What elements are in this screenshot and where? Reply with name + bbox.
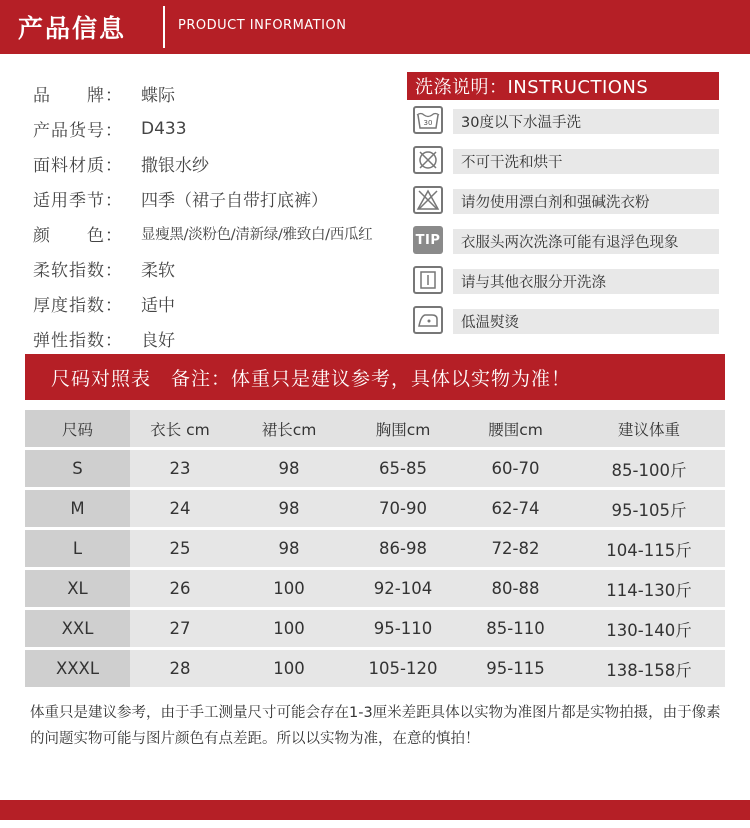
info-value: 适中 [141, 296, 175, 316]
no-bleach-icon [413, 186, 443, 214]
table-cell: 27 [169, 619, 191, 638]
info-row-brand [33, 76, 403, 111]
info-value: 良好 [141, 331, 175, 351]
info-row-item-number [33, 111, 403, 146]
table-header-cell: 裙长cm [261, 420, 317, 439]
info-row-softness [33, 251, 403, 286]
table-header-cell: 腰围cm [488, 420, 543, 439]
table-cell-size: L [25, 530, 130, 567]
table-row [25, 530, 725, 567]
table-cell: 92-104 [373, 579, 433, 598]
table-cell: 24 [169, 499, 191, 518]
table-cell: 130-140斤 [606, 620, 692, 640]
info-label: 厚度指数： [33, 296, 123, 316]
no-dry-clean-icon [413, 146, 443, 174]
table-cell: 85-100斤 [611, 460, 687, 480]
info-value: 撒银水纱 [141, 156, 209, 176]
table-cell: 100 [273, 659, 305, 678]
table-row [25, 650, 725, 687]
info-value: 蝶际 [141, 86, 175, 106]
wash-text: 不可干洗和烘干 [453, 149, 719, 174]
header-title-box [0, 0, 165, 54]
table-cell: 104-115斤 [606, 540, 692, 560]
header-bar [0, 0, 750, 54]
table-cell: 70-90 [379, 499, 427, 518]
table-cell-size: XL [25, 570, 130, 607]
table-cell: 72-82 [491, 539, 540, 558]
wash-item [407, 220, 719, 260]
table-header-cell: 衣长 cm [150, 420, 210, 439]
table-cell: 95-110 [373, 619, 433, 638]
wash-separately-icon [413, 266, 443, 294]
info-row-season [33, 181, 403, 216]
tip-label: TIP [415, 232, 441, 248]
info-label: 面料材质： [33, 156, 123, 176]
table-cell: 100 [273, 619, 305, 638]
table-cell: 85-110 [486, 619, 545, 638]
hand-wash-30-icon [413, 106, 443, 134]
info-value: 柔软 [141, 261, 175, 281]
product-info-list [33, 76, 403, 356]
info-value: 四季（裙子自带打底裤） [141, 191, 328, 211]
table-cell: 138-158斤 [606, 660, 692, 680]
page-subtitle: PRODUCT INFORMATION [178, 18, 347, 33]
info-value: 显瘦黑/淡粉色/清新绿/雅致白/西瓜红 [141, 227, 373, 243]
table-cell-size: XXXL [25, 650, 130, 687]
page-title: 产品信息 [18, 14, 127, 43]
table-cell-size: XXL [25, 610, 130, 647]
table-row [25, 570, 725, 607]
wash-header: 洗涤说明：INSTRUCTIONS [407, 72, 719, 100]
size-chart-title: 尺码对照表 备注：体重只是建议参考，具体以实物为准！ [25, 354, 725, 400]
table-row [25, 610, 725, 647]
table-cell: 80-88 [491, 579, 540, 598]
table-cell: 95-105斤 [611, 500, 687, 520]
info-row-elasticity [33, 321, 403, 356]
table-cell: 98 [278, 539, 300, 558]
table-cell: 62-74 [491, 499, 540, 518]
header-divider [163, 6, 165, 48]
table-cell: 114-130斤 [606, 580, 692, 600]
info-label: 颜 色： [33, 226, 123, 246]
wash-text: 30度以下水温手洗 [453, 109, 719, 134]
table-cell-size: M [25, 490, 130, 527]
info-label: 柔软指数： [33, 261, 123, 281]
info-label: 适用季节： [33, 191, 123, 211]
wash-text: 请与其他衣服分开洗涤 [453, 269, 719, 294]
tip-icon [413, 226, 443, 254]
table-row [25, 490, 725, 527]
table-cell-size: S [25, 450, 130, 487]
table-cell: 98 [278, 499, 300, 518]
wash-item [407, 300, 719, 340]
table-cell: 65-85 [379, 459, 427, 478]
wash-instructions-panel [407, 72, 719, 340]
table-cell: 26 [169, 579, 191, 598]
table-cell: 23 [169, 459, 191, 478]
wash-item [407, 180, 719, 220]
size-chart-table [25, 410, 725, 690]
wash-item [407, 260, 719, 300]
table-header-cell: 建议体重 [617, 420, 680, 439]
table-cell: 86-98 [379, 539, 427, 558]
table-cell: 100 [273, 579, 305, 598]
table-header-cell: 胸围cm [375, 420, 431, 439]
table-cell: 98 [278, 459, 300, 478]
table-header-row [25, 410, 725, 447]
table-row [25, 450, 725, 487]
table-cell: 95-115 [486, 659, 545, 678]
icon-temperature-label: 30 [423, 119, 433, 127]
disclaimer-note: 体重只是建议参考，由于手工测量尺寸可能会存在1-3厘米差距具体以实物为准图片都是实物拍摄，由于像素的问题实物可能与图片颜色有点差距。所以以实物为准，在意的慎拍！ [30, 705, 721, 747]
wash-item [407, 140, 719, 180]
table-header-cell: 尺码 [25, 410, 130, 447]
wash-item [407, 100, 719, 140]
info-row-material [33, 146, 403, 181]
table-cell: 25 [169, 539, 191, 558]
info-label: 品 牌： [33, 86, 123, 106]
wash-text: 低温熨烫 [453, 309, 719, 334]
table-cell: 105-120 [368, 659, 438, 678]
wash-text: 衣服头两次洗涤可能有退浮色现象 [453, 229, 719, 254]
low-iron-icon [413, 306, 443, 334]
wash-text: 请勿使用漂白剂和强碱洗衣粉 [453, 189, 719, 214]
footer-bar [0, 800, 750, 820]
info-row-colors [33, 216, 403, 251]
info-label: 弹性指数： [33, 331, 123, 351]
info-value: D433 [141, 118, 187, 139]
table-cell: 60-70 [491, 459, 540, 478]
info-label: 产品货号： [33, 121, 123, 141]
info-row-thickness [33, 286, 403, 321]
table-cell: 28 [169, 659, 191, 678]
